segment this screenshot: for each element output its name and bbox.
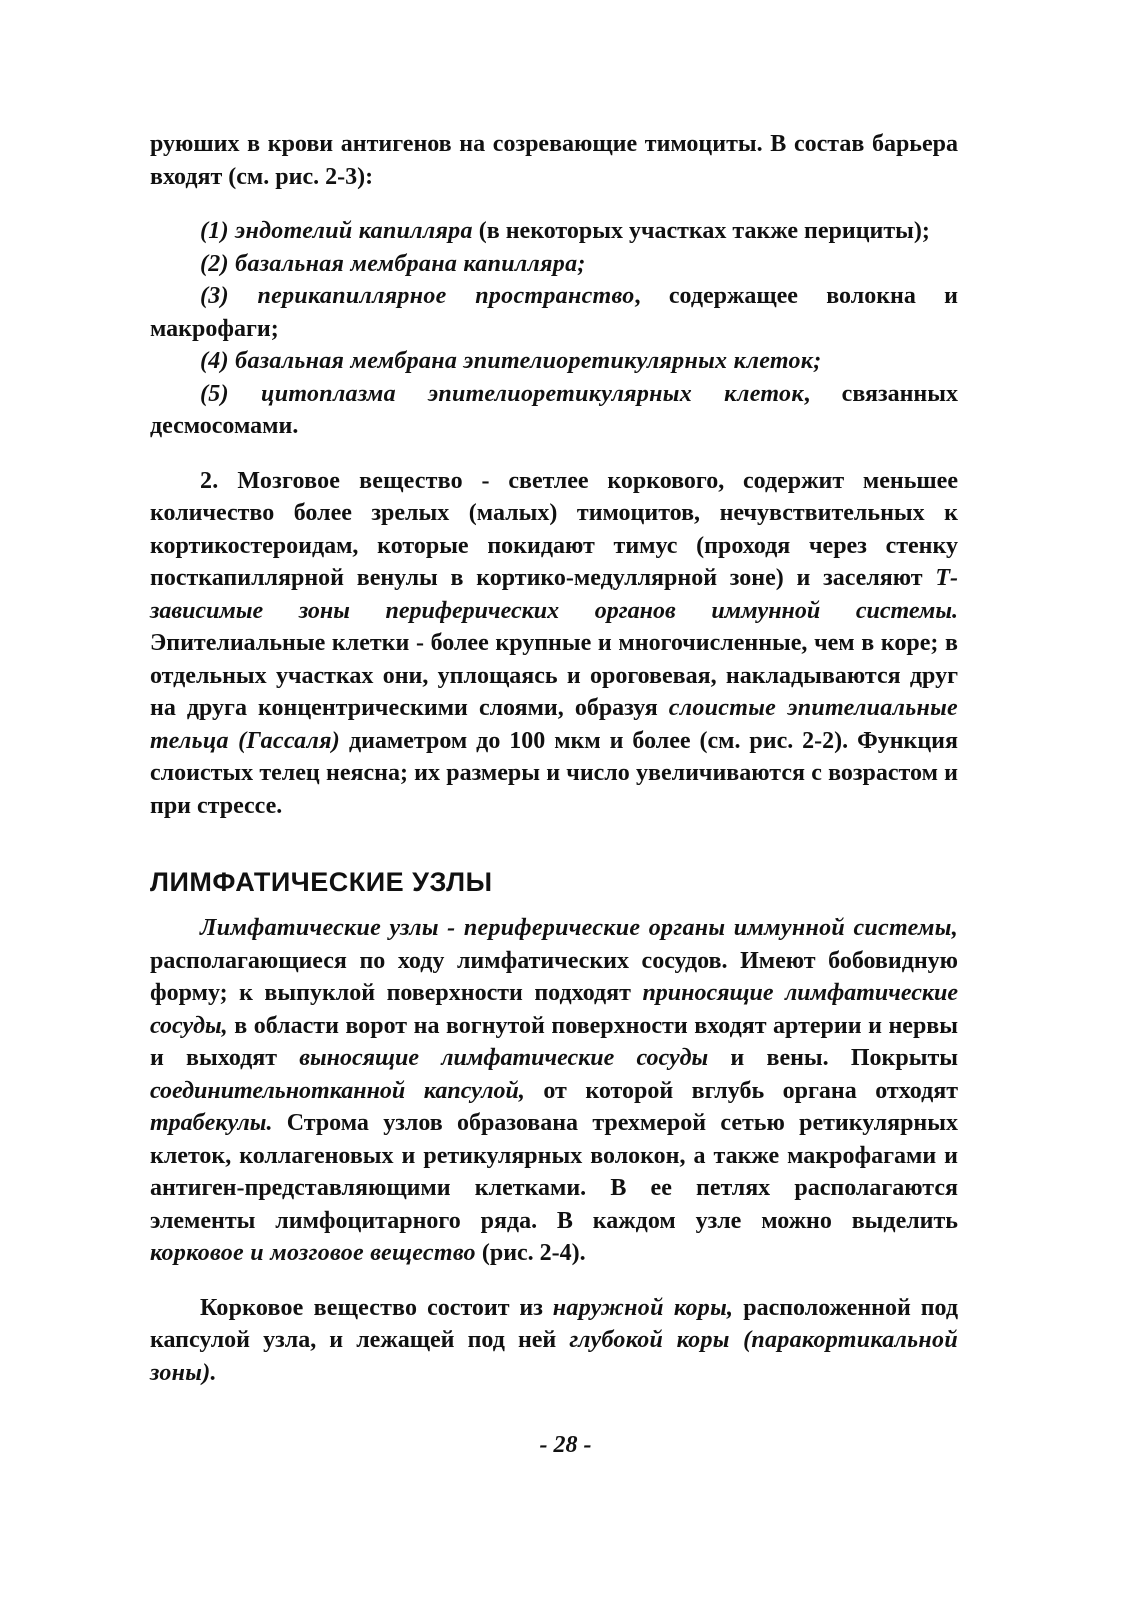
text-run: (рис. 2-4).: [475, 1240, 586, 1266]
list-item-text: (в некоторых участках также перициты);: [472, 218, 930, 244]
barrier-components-list: [150, 215, 958, 443]
list-item-text: , связанных десмосомами.: [150, 380, 958, 439]
italic-term: корковое и мозговое вещество: [150, 1240, 476, 1266]
list-item: [150, 215, 958, 248]
list-item: [150, 248, 958, 281]
italic-term: наружной коры,: [552, 1294, 734, 1321]
italic-term: трабекулы.: [150, 1110, 273, 1136]
italic-term: глубокой коры (паракортикальной зоны).: [150, 1327, 958, 1386]
italic-term: слоистые эпителиальные тельца (Гассаля): [150, 695, 959, 754]
list-item: [150, 345, 958, 378]
page-body: [150, 128, 958, 1389]
text-run: состоит из: [417, 1294, 553, 1321]
list-item-term: (5) цитоплазма эпителиоретикулярных клеток: [200, 380, 804, 407]
lymph-nodes-paragraph: [150, 912, 958, 1270]
italic-term: соединительнотканной капсулой,: [150, 1077, 525, 1104]
list-item-text: , содержащее волокна и макрофаги;: [150, 283, 958, 342]
text-run: Эпителиальные клетки - более крупные и многочисленные, чем в коре; в отдельных участках они, уплощаясь и ороговевая, накладываются друг на друга концентрическими слоями, образуя: [150, 630, 958, 721]
text-run: в области ворот на вогнутой поверхности входят артерии и нервы и выходят: [150, 1012, 958, 1071]
barrier-intro-paragraph: руюших в крови антигенов на созревающие тимоциты. В состав барьера входят (см. рис. 2-3):: [150, 131, 958, 190]
list-item-term: (2) базальная мембрана капилляра;: [200, 250, 586, 277]
medulla-lead: 2. Мозговое вещество: [200, 467, 463, 494]
italic-term: приносящие лимфатические сосуды,: [150, 980, 959, 1039]
list-item-term: (4) базальная мембрана эпителиоретикулярных клеток;: [200, 348, 822, 374]
cortex-lead: Корковое вещество: [200, 1294, 418, 1321]
text-run: и вены. Покрыты: [708, 1045, 958, 1071]
cortex-paragraph: [150, 1292, 958, 1390]
text-run: Строма узлов образована трехмерой сетью ретикулярных клеток, коллагеновых и ретикулярных волокон, а также макрофагами и антиген-представляющими клетками. В ее петлях располагаются элементы лимфоцитарного ряда. В каждом узле можно выделить: [150, 1110, 958, 1234]
section-heading: ЛИМФАТИЧЕСКИЕ УЗЛЫ: [150, 867, 493, 897]
list-item: [150, 280, 958, 345]
text-run: располагающиеся по ходу лимфатических сосудов. Имеют бобовидную форму; к выпуклой поверхности подходят: [150, 947, 958, 1006]
page-number: [0, 1432, 1131, 1459]
italic-term: Лимфатические узлы - периферические органы иммунной системы,: [200, 915, 958, 941]
text-run: диаметром до 100 мкм и более (см. рис. 2-2). Функция слоистых телец неясна; их размеры и число увеличиваются с возрастом и при стрессе.: [150, 727, 958, 819]
italic-term: Т-зависимые зоны периферических органов иммунной системы.: [150, 565, 958, 624]
text-run: расположенной под капсулой узла, и лежащей под ней: [150, 1294, 958, 1353]
page-number-text: - 28 -: [539, 1432, 592, 1458]
text-run: - светлее коркового, содержит меньшее количество более зрелых (малых) тимоцитов, нечувствительных к кортикостероидам, которые покидают тимус (проходя через стенку посткапиллярной венулы в кортико-медуллярной зоне) и заселяют: [150, 467, 958, 591]
list-item: [150, 378, 958, 443]
medulla-paragraph: [150, 465, 958, 823]
italic-term: выносящие лимфатические сосуды: [299, 1045, 709, 1071]
text-run: от которой вглубь органа отходят: [524, 1077, 958, 1104]
list-item-term: (3) перикапиллярное пространство: [200, 283, 635, 309]
list-item-term: (1) эндотелий капилляра: [200, 218, 473, 244]
